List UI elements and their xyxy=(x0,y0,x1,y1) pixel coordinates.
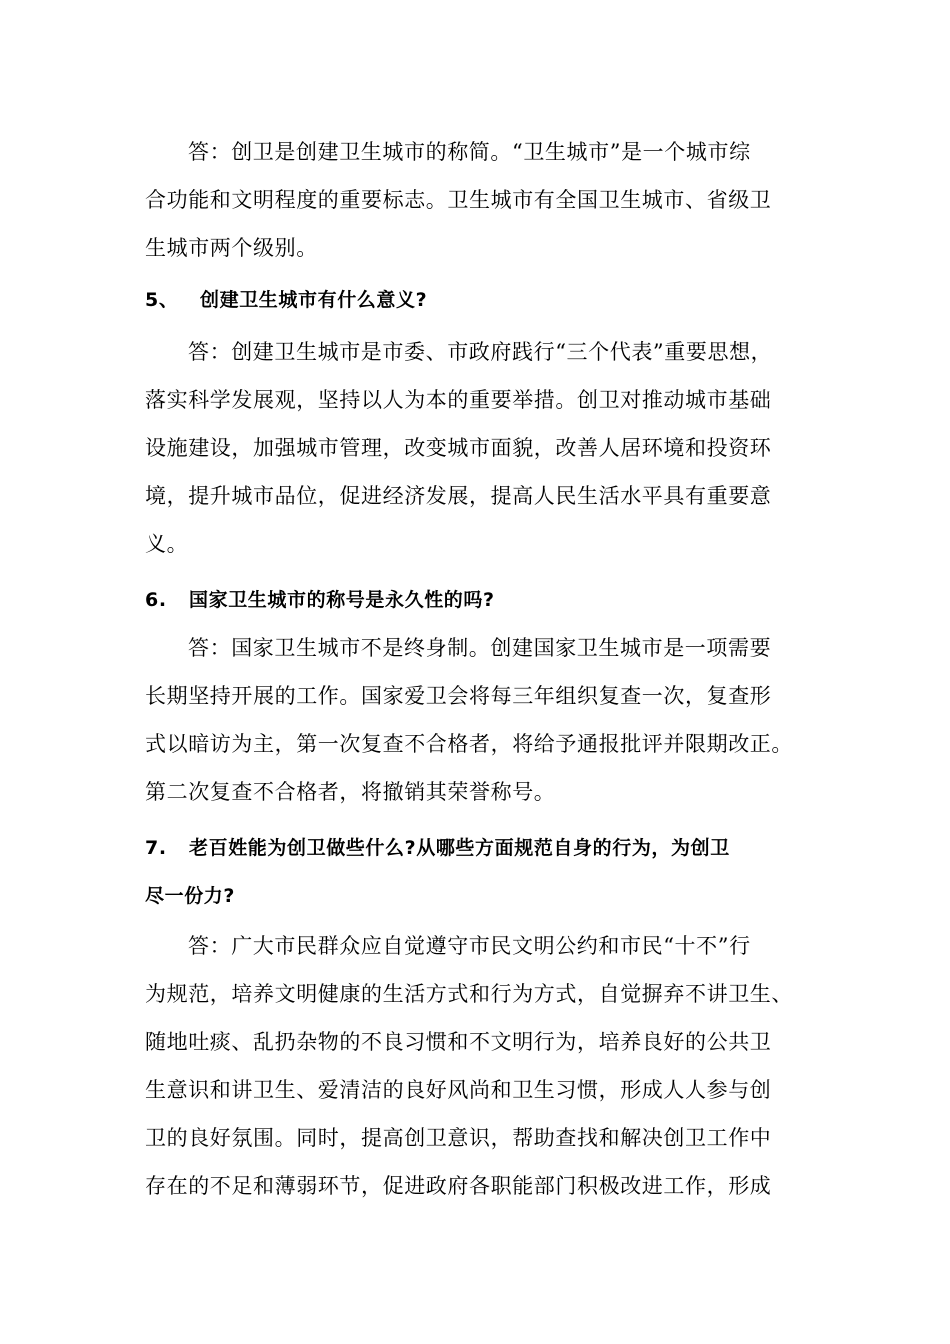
answer-5-line-1: 答：创建卫生城市是市委、市政府践行“三个代表”重要思想， xyxy=(188,340,773,364)
answer-7-line-4: 生意识和讲卫生、爱清洁的良好风尚和卫生习惯，形成人人参与创 xyxy=(145,1078,772,1102)
question-6-heading xyxy=(145,585,495,615)
question-5-number: 5、 xyxy=(145,289,179,311)
answer-5-line-4: 境，提升城市品位，促进经济发展，提高人民生活水平具有重要意 xyxy=(145,484,772,508)
answer-7-line-2: 为规范，培养文明健康的生活方式和行为方式，自觉摒弃不讲卫生、 xyxy=(145,982,793,1006)
question-7-text-line-1: 老百姓能为创卫做些什么?从哪些方面规范自身的行为，为创卫 xyxy=(189,837,730,859)
answer-4-line-1: 答：创卫是创建卫生城市的称简。“卫生城市”是一个城市综 xyxy=(188,140,751,164)
answer-7-line-5: 卫的良好氛围。同时，提高创卫意识，帮助查找和解决创卫工作中 xyxy=(145,1126,772,1150)
answer-7-line-3: 随地吐痰、乱扔杂物的不良习惯和不文明行为，培养良好的公共卫 xyxy=(145,1030,772,1054)
question-6-text: 国家卫生城市的称号是永久性的吗? xyxy=(189,589,495,611)
answer-6-line-2: 长期坚持开展的工作。国家爱卫会将每三年组织复查一次，复查形 xyxy=(145,684,772,708)
question-5-text: 创建卫生城市有什么意义? xyxy=(200,289,428,311)
answer-6-line-1: 答：国家卫生城市不是终身制。创建国家卫生城市是一项需要 xyxy=(188,636,772,660)
answer-7-line-6: 存在的不足和薄弱环节，促进政府各职能部门积极改进工作，形成 xyxy=(145,1174,772,1198)
question-7-number: 7. xyxy=(145,837,167,859)
answer-4-line-2: 合功能和文明程度的重要标志。卫生城市有全国卫生城市、省级卫 xyxy=(145,188,772,212)
question-5-heading xyxy=(145,285,427,315)
answer-6-line-3: 式以暗访为主，第一次复查不合格者，将给予通报批评并限期改正。 xyxy=(145,732,793,756)
answer-4-line-3: 生城市两个级别。 xyxy=(145,236,318,260)
answer-5-line-5: 义。 xyxy=(145,532,189,556)
question-7-heading-line-1 xyxy=(145,833,730,863)
answer-7-line-1: 答：广大市民群众应自觉遵守市民文明公约和市民“十不”行 xyxy=(188,934,751,958)
answer-5-line-3: 设施建设，加强城市管理，改变城市面貌，改善人居环境和投资环 xyxy=(145,436,772,460)
question-7-heading-line-2: 尽一份力? xyxy=(145,885,236,907)
answer-6-line-4: 第二次复查不合格者，将撤销其荣誉称号。 xyxy=(145,780,556,804)
answer-5-line-2: 落实科学发展观，坚持以人为本的重要举措。创卫对推动城市基础 xyxy=(145,388,772,412)
question-6-number: 6. xyxy=(145,589,167,611)
